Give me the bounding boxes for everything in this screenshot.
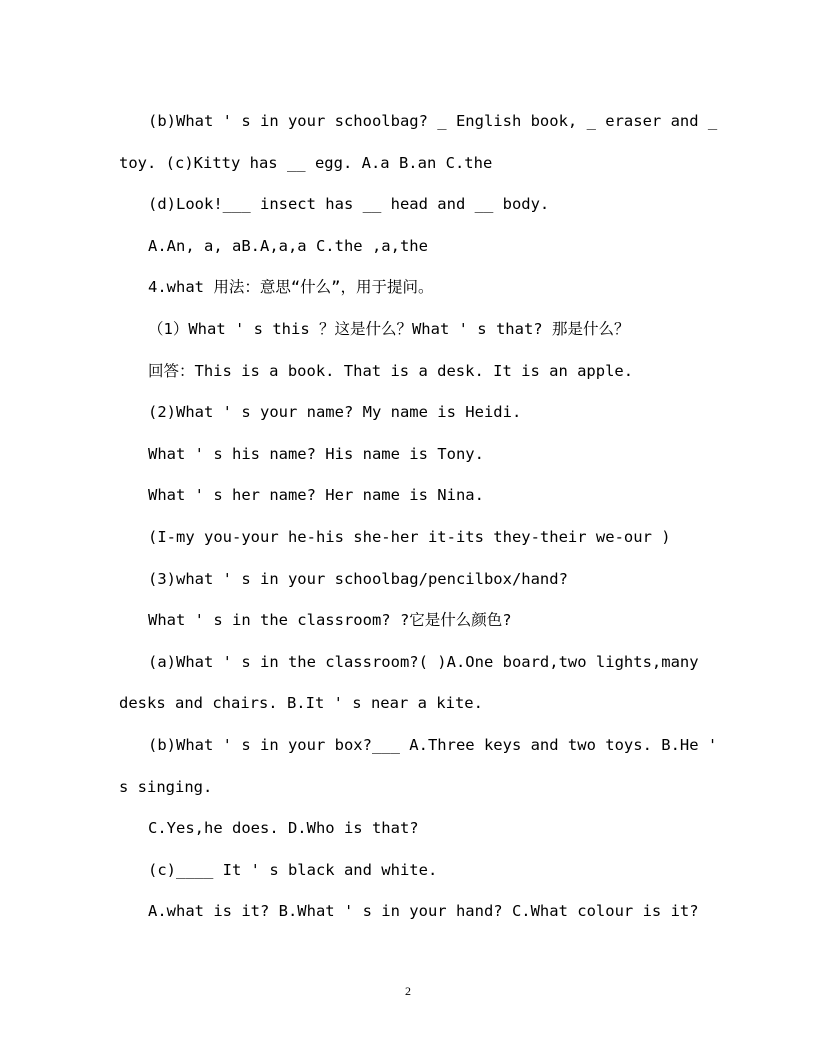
document-body xyxy=(119,101,718,933)
text-line: What ' s in the classroom? ?它是什么颜色? xyxy=(148,611,512,630)
text-line: (I-my you-your he-his she-her it-its they-their we-our ) xyxy=(148,527,671,546)
text-line: (2)What ' s your name? My name is Heidi. xyxy=(148,403,522,422)
text-line: desks and chairs. B.It ' s near a kite. xyxy=(119,694,483,713)
text-line: C.Yes,he does. D.Who is that? xyxy=(148,819,419,838)
text-line: s singing. xyxy=(119,777,213,796)
text-line: （1）What ' s this ？这是什么？What ' s that? 那是什么？ xyxy=(148,319,630,338)
text-line: (b)What ' s in your box?___ A.Three keys and two toys. B.He ' xyxy=(148,735,718,754)
text-line: 4.what 用法：意思“什么”，用于提问。 xyxy=(148,278,434,297)
text-line: (c)____ It ' s black and white. xyxy=(148,860,438,879)
text-line: (3)what ' s in your schoolbag/pencilbox/hand? xyxy=(148,569,568,588)
text-line: (b)What ' s in your schoolbag? _ English book, _ eraser and _ xyxy=(148,112,718,130)
text-line: What ' s his name? His name is Tony. xyxy=(148,444,484,463)
text-line: toy. (c)Kitty has __ egg. A.a B.an C.the xyxy=(119,153,493,172)
page-number: 2 xyxy=(405,984,411,998)
text-line: A.what is it? B.What ' s in your hand? C.What colour is it? xyxy=(148,902,699,921)
text-line: A.An, a, aB.A,a,a C.the ,a,the xyxy=(148,236,428,255)
text-line: 回答：This is a book. That is a desk. It is an apple. xyxy=(148,361,634,380)
text-line: What ' s her name? Her name is Nina. xyxy=(148,486,484,505)
text-line: (a)What ' s in the classroom?( )A.One board,two lights,many xyxy=(148,652,699,671)
text-line: (d)Look!___ insect has __ head and __ body. xyxy=(148,195,550,214)
